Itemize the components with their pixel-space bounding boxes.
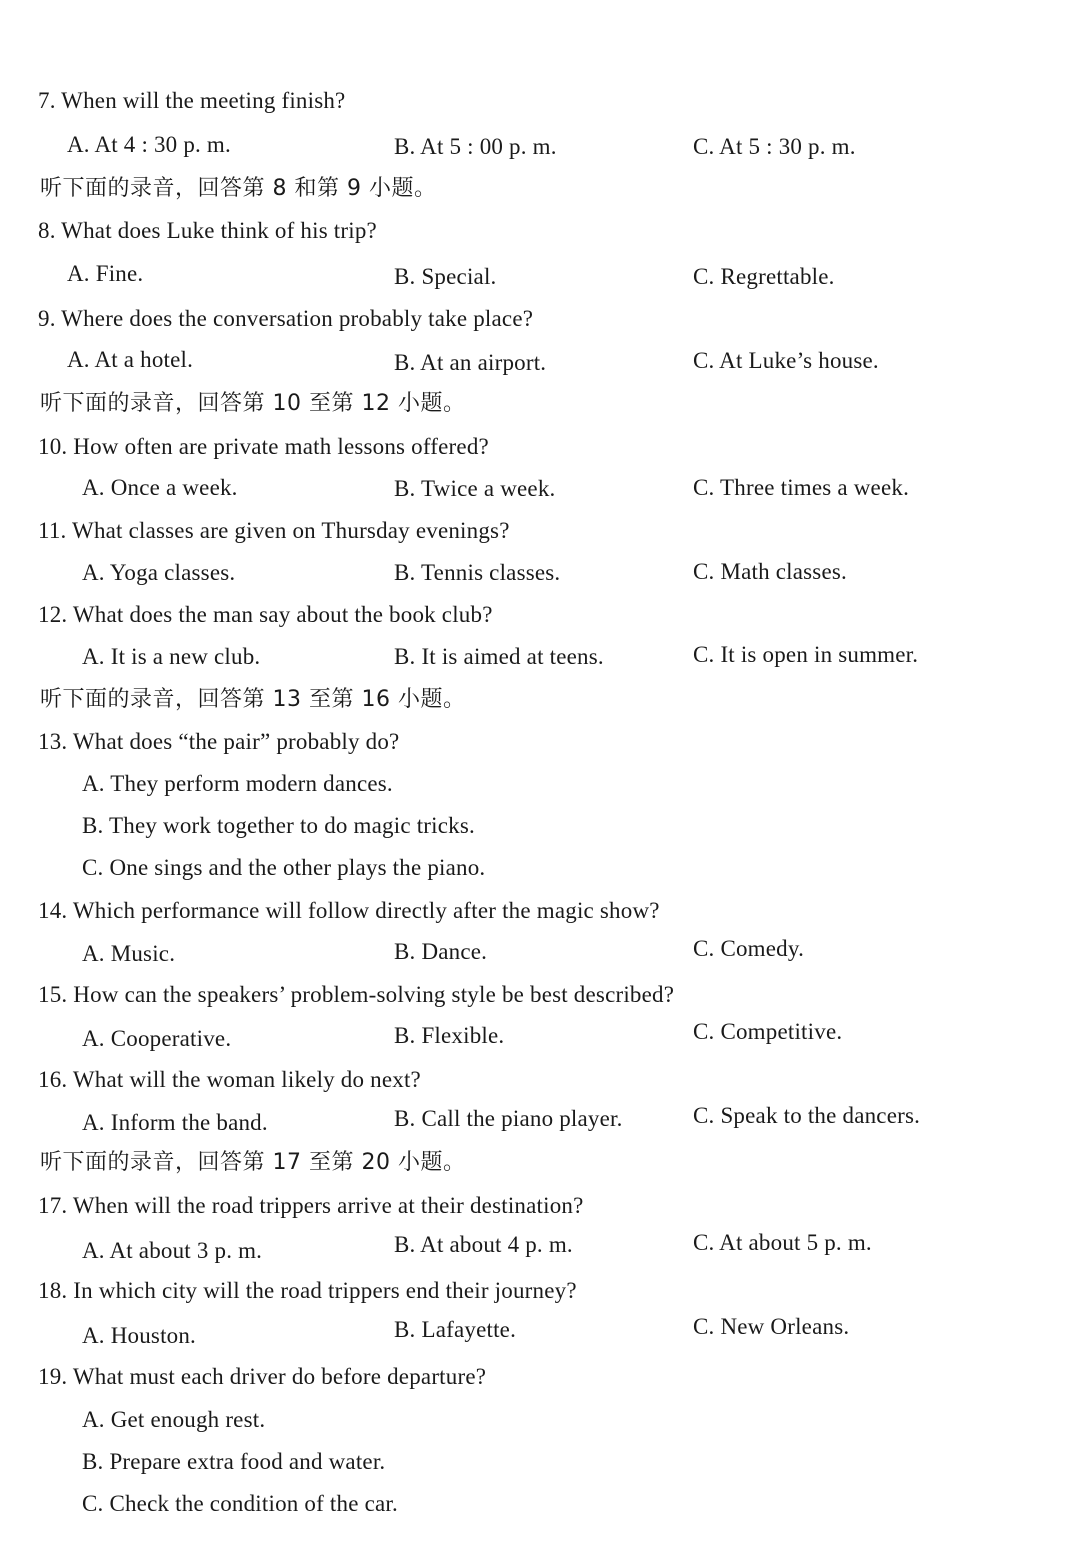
q10-option-b: B. Twice a week. bbox=[394, 476, 556, 501]
q7-option-b: B. At 5 : 00 p. m. bbox=[394, 134, 557, 159]
q12-option-c: C. It is open in summer. bbox=[693, 642, 919, 667]
q11-option-b: B. Tennis classes. bbox=[394, 560, 561, 585]
question-19: 19. What must each driver do before departure? bbox=[38, 1364, 487, 1389]
question-12: 12. What does the man say about the book club? bbox=[38, 602, 493, 627]
q7-option-a: A. At 4 : 30 p. m. bbox=[67, 132, 231, 157]
instruction-8-9: 听下面的录音，回答第 8 和第 9 小题。 bbox=[40, 176, 437, 201]
q17-option-b: B. At about 4 p. m. bbox=[394, 1232, 573, 1257]
question-17: 17. When will the road trippers arrive at their destination? bbox=[38, 1193, 584, 1218]
question-10: 10. How often are private math lessons offered? bbox=[38, 434, 489, 459]
q12-option-a: A. It is a new club. bbox=[82, 644, 261, 669]
question-14: 14. Which performance will follow directly after the magic show? bbox=[38, 898, 660, 923]
instruction-10-12: 听下面的录音，回答第 10 至第 12 小题。 bbox=[40, 391, 466, 416]
question-9: 9. Where does the conversation probably take place? bbox=[38, 306, 534, 331]
instruction-13-16: 听下面的录音，回答第 13 至第 16 小题。 bbox=[40, 687, 466, 712]
question-18: 18. In which city will the road trippers end their journey? bbox=[38, 1278, 577, 1303]
q19-option-c: C. Check the condition of the car. bbox=[82, 1491, 398, 1516]
q9-option-c: C. At Luke’s house. bbox=[693, 348, 879, 373]
q7-option-c: C. At 5 : 30 p. m. bbox=[693, 134, 856, 159]
question-13: 13. What does “the pair” probably do? bbox=[38, 729, 400, 754]
q11-option-a: A. Yoga classes. bbox=[82, 560, 236, 585]
q18-option-a: A. Houston. bbox=[82, 1323, 197, 1348]
q13-option-c: C. One sings and the other plays the piano. bbox=[82, 855, 486, 880]
q12-option-b: B. It is aimed at teens. bbox=[394, 644, 604, 669]
q13-option-a: A. They perform modern dances. bbox=[82, 771, 393, 796]
q10-option-a: A. Once a week. bbox=[82, 475, 238, 500]
q15-option-b: B. Flexible. bbox=[394, 1023, 505, 1048]
question-15: 15. How can the speakers’ problem-solving style be best described? bbox=[38, 982, 675, 1007]
question-16: 16. What will the woman likely do next? bbox=[38, 1067, 421, 1092]
q16-option-b: B. Call the piano player. bbox=[394, 1106, 623, 1131]
q15-option-a: A. Cooperative. bbox=[82, 1026, 232, 1051]
q18-option-b: B. Lafayette. bbox=[394, 1317, 517, 1342]
q15-option-c: C. Competitive. bbox=[693, 1019, 843, 1044]
question-11: 11. What classes are given on Thursday evenings? bbox=[38, 518, 510, 543]
q13-option-b: B. They work together to do magic tricks. bbox=[82, 813, 475, 838]
q19-option-a: A. Get enough rest. bbox=[82, 1407, 266, 1432]
instruction-17-20: 听下面的录音，回答第 17 至第 20 小题。 bbox=[40, 1150, 466, 1175]
q14-option-b: B. Dance. bbox=[394, 939, 488, 964]
q9-option-a: A. At a hotel. bbox=[67, 347, 194, 372]
q16-option-a: A. Inform the band. bbox=[82, 1110, 268, 1135]
question-8: 8. What does Luke think of his trip? bbox=[38, 218, 377, 243]
q14-option-a: A. Music. bbox=[82, 941, 176, 966]
q11-option-c: C. Math classes. bbox=[693, 559, 847, 584]
q8-option-a: A. Fine. bbox=[67, 261, 144, 286]
q18-option-c: C. New Orleans. bbox=[693, 1314, 850, 1339]
q19-option-b: B. Prepare extra food and water. bbox=[82, 1449, 386, 1474]
q8-option-c: C. Regrettable. bbox=[693, 264, 835, 289]
q16-option-c: C. Speak to the dancers. bbox=[693, 1103, 921, 1128]
q17-option-c: C. At about 5 p. m. bbox=[693, 1230, 872, 1255]
q9-option-b: B. At an airport. bbox=[394, 350, 547, 375]
q17-option-a: A. At about 3 p. m. bbox=[82, 1238, 263, 1263]
question-7: 7. When will the meeting finish? bbox=[38, 88, 346, 113]
q14-option-c: C. Comedy. bbox=[693, 936, 805, 961]
q10-option-c: C. Three times a week. bbox=[693, 475, 910, 500]
q8-option-b: B. Special. bbox=[394, 264, 497, 289]
